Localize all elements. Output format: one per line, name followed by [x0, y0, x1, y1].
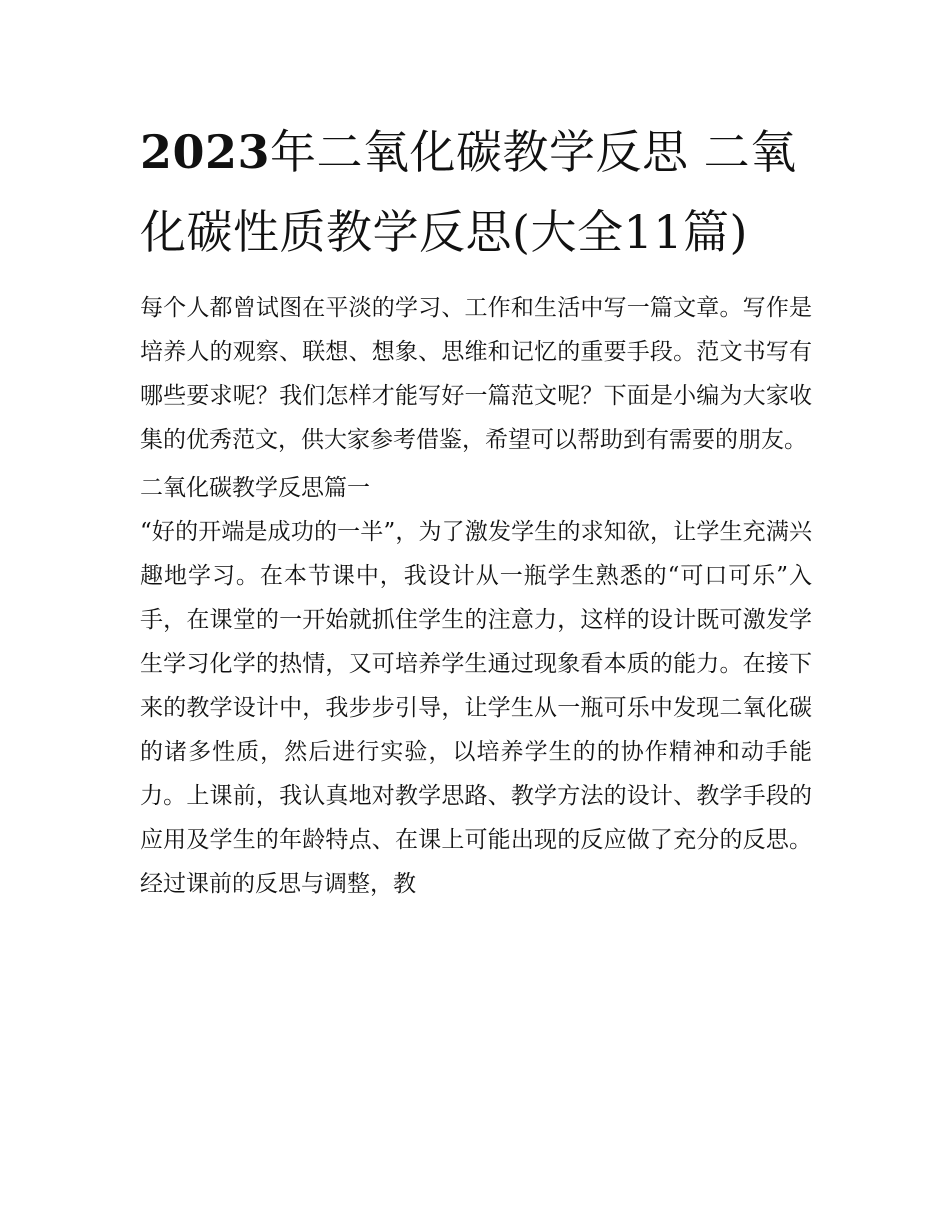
- intro-paragraph: 每个人都曾试图在平淡的学习、工作和生活中写一篇文章。写作是培养人的观察、联想、想象、思维和记忆的重要手段。范文书写有哪些要求呢？我们怎样才能写好一篇范文呢？下面是小编为大家收集的优秀范文，供大家参考借鉴，希望可以帮助到有需要的朋友。: [140, 295, 812, 453]
- title-text: 年二氧化碳教学反思 二氧化碳性质教学反思(大全11篇): [140, 125, 797, 259]
- body-paragraph: “好的开端是成功的一半”，为了激发学生的求知欲，让学生充满兴趣地学习。在本节课中，我设计从一瓶学生熟悉的“可口可乐”入手，在课堂的一开始就抓住学生的注意力，这样的设计既可激发学生学习化学的热情，又可培养学生通过现象看本质的能力。在接下来的教学设计中，我步步引导，让学生从一瓶可乐中发现二氧化碳的诸多性质，然后进行实验，以培养学生的的协作精神和动手能力。上课前，我认真地对教学思路、教学方法的设计、教学手段的应用及学生的年龄特点、在课上可能出现的反应做了充分的反思。经过课前的反思与调整，教: [140, 519, 812, 897]
- section-heading: 二氧化碳教学反思篇一: [140, 475, 370, 501]
- title-year: 2023: [140, 125, 271, 179]
- document-title: [140, 112, 812, 272]
- document-page: [140, 112, 812, 906]
